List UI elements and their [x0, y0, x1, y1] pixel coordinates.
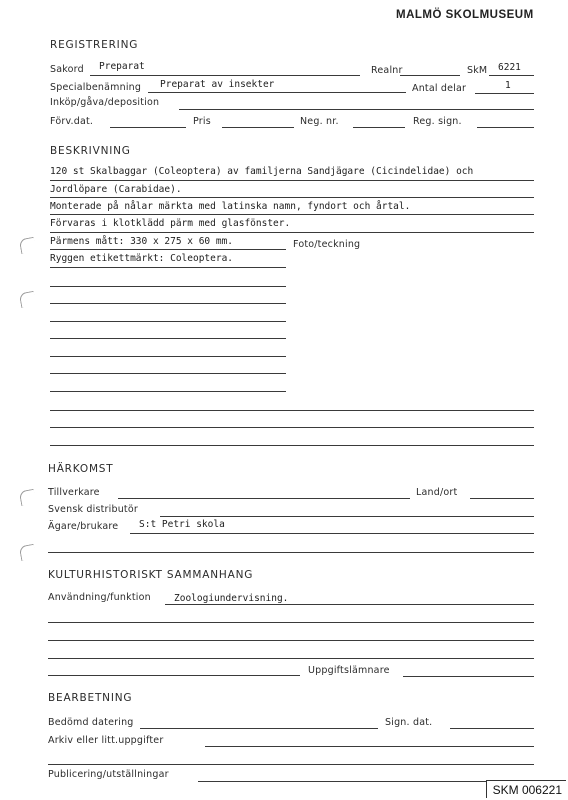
arkiv-line: [205, 746, 534, 747]
sign-dat-line: [450, 728, 534, 729]
publicering-label: Publicering/utställningar: [48, 769, 169, 780]
beskrivning-rule: [50, 249, 286, 250]
foto-teckning-label: Foto/teckning: [293, 239, 361, 250]
heading-beskrivning: BESKRIVNING: [50, 145, 131, 157]
binder-hole-mark: [19, 489, 36, 506]
kultur-rule: [48, 640, 534, 641]
specialbenamning-value: Preparat av insekter: [160, 79, 275, 90]
beskrivning-rule: [50, 214, 534, 215]
museum-name: MALMÖ SKOLMUSEUM: [396, 9, 534, 21]
uppgiftslamnare-label: Uppgiftslämnare: [308, 665, 390, 676]
pris-line: [222, 127, 294, 128]
specialbenamning-line: [148, 92, 406, 93]
tillverkare-label: Tillverkare: [48, 487, 100, 498]
realnr-line: [400, 75, 460, 76]
beskrivning-rule: [50, 286, 286, 287]
land-ort-line: [470, 498, 534, 499]
beskrivning-line-5: Pärmens mått: 330 x 275 x 60 mm.: [50, 236, 234, 247]
antal-delar-value: 1: [505, 80, 511, 91]
beskrivning-rule: [50, 391, 286, 392]
sakord-label: Sakord: [50, 64, 84, 75]
inkop-line: [179, 109, 534, 110]
binder-hole-mark: [19, 544, 36, 561]
anvandning-label: Användning/funktion: [48, 592, 151, 603]
bedomd-datering-line: [140, 728, 378, 729]
antal-delar-label: Antal delar: [412, 83, 467, 94]
beskrivning-rule: [50, 197, 534, 198]
neg-nr-label: Neg. nr.: [300, 116, 339, 127]
sakord-value: Preparat: [99, 61, 145, 72]
beskrivning-rule: [50, 232, 534, 233]
kultur-rule: [48, 622, 534, 623]
heading-registrering: REGISTRERING: [50, 39, 139, 51]
archive-id-stamp: SKM 006221: [486, 780, 566, 798]
harkomst-rule: [48, 552, 534, 553]
forv-dat-label: Förv.dat.: [50, 116, 94, 127]
pris-label: Pris: [193, 116, 211, 127]
tillverkare-line: [118, 498, 410, 499]
realnr-label: Realnr: [371, 65, 403, 76]
bedomd-datering-label: Bedömd datering: [48, 717, 134, 728]
beskrivning-line-6: Ryggen etikettmärkt: Coleoptera.: [50, 253, 234, 264]
antal-delar-line: [475, 93, 534, 94]
agare-brukare-value: S:t Petri skola: [139, 519, 225, 530]
heading-bearbetning: BEARBETNING: [48, 692, 133, 704]
anvandning-line: [165, 604, 534, 605]
kultur-rule: [48, 658, 534, 659]
publicering-line: [198, 781, 534, 782]
binder-hole-mark: [19, 291, 36, 308]
sign-dat-label: Sign. dat.: [385, 717, 433, 728]
land-ort-label: Land/ort: [416, 487, 458, 498]
beskrivning-line-4: Förvaras i klotklädd pärm med glasfönster.: [50, 218, 291, 229]
anvandning-value: Zoologiundervisning.: [174, 593, 289, 604]
sakord-line: [90, 75, 360, 76]
arkiv-label: Arkiv eller litt.uppgifter: [48, 735, 164, 746]
svensk-distributor-label: Svensk distributör: [48, 504, 138, 515]
beskrivning-rule: [50, 338, 286, 339]
reg-sign-line: [477, 127, 534, 128]
neg-nr-line: [353, 127, 405, 128]
beskrivning-rule: [50, 373, 286, 374]
uppgiftslamnare-line: [403, 676, 534, 677]
beskrivning-rule: [50, 180, 534, 181]
skm-line: [489, 75, 534, 76]
skm-label: SkM: [467, 65, 488, 76]
agare-brukare-line: [130, 533, 534, 534]
beskrivning-rule: [50, 445, 534, 446]
binder-hole-mark: [19, 237, 36, 254]
beskrivning-line-1: 120 st Skalbaggar (Coleoptera) av familjerna Sandjägare (Cicindelidae) och: [50, 166, 474, 177]
beskrivning-line-3: Monterade på nålar märkta med latinska namn, fyndort och årtal.: [50, 201, 411, 212]
beskrivning-rule: [50, 410, 534, 411]
inkop-label: Inköp/gåva/deposition: [50, 97, 160, 108]
beskrivning-rule: [50, 267, 286, 268]
kultur-rule: [48, 675, 300, 676]
heading-harkomst: HÄRKOMST: [48, 463, 114, 475]
beskrivning-rule: [50, 356, 286, 357]
beskrivning-line-2: Jordlöpare (Carabidae).: [50, 184, 182, 195]
bearbetning-rule: [48, 764, 534, 765]
svensk-distributor-line: [160, 516, 534, 517]
beskrivning-rule: [50, 303, 286, 304]
reg-sign-label: Reg. sign.: [413, 116, 462, 127]
agare-brukare-label: Ägare/brukare: [48, 521, 119, 532]
specialbenamning-label: Specialbenämning: [50, 82, 142, 93]
beskrivning-rule: [50, 427, 534, 428]
forv-dat-line: [110, 127, 186, 128]
skm-value: 6221: [498, 62, 521, 73]
heading-kulturhistoriskt: KULTURHISTORISKT SAMMANHANG: [48, 569, 254, 581]
beskrivning-rule: [50, 321, 286, 322]
